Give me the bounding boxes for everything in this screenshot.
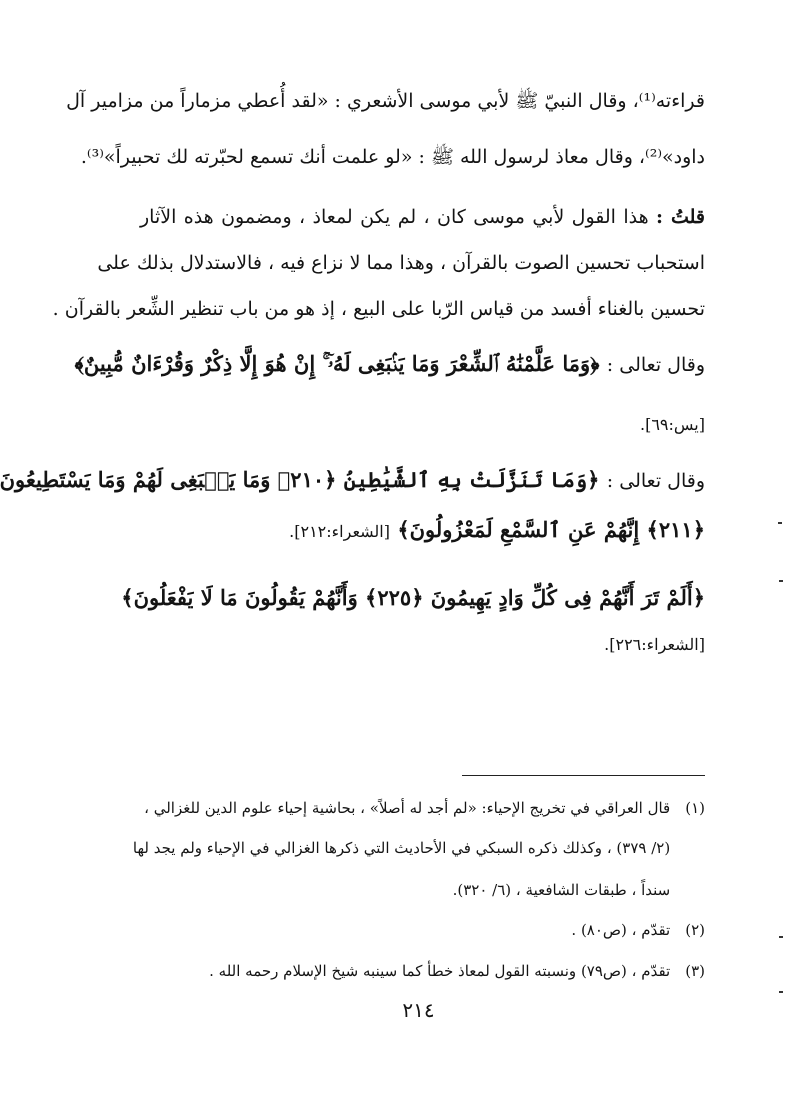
verse-2-intro: وقال تعالى : bbox=[606, 470, 705, 492]
verse-2-text-2: ﴿٢١١﴾ إِنَّهُمْ عَنِ ٱلسَّمْعِ لَمَعْزُولُونَ﴾ bbox=[397, 517, 705, 542]
footnote-2-text: تقدّم ، (ص٨٠) . bbox=[571, 921, 671, 939]
verse-3: ﴿أَلَمْ تَرَ أَنَّهُمْ فِى كُلِّ وَادٍ يَهِيمُونَ ﴿٢٢٥﴾ وَأَنَّهُمْ يَقُولُونَ مَا لَا يَفْعَلُونَ﴾ bbox=[121, 585, 705, 610]
verse-1-reference: [يس:٦٩]. bbox=[640, 415, 705, 434]
footnote-1-number: (١) bbox=[685, 799, 705, 817]
footnote-1-line-1 bbox=[130, 795, 705, 821]
verse-1-intro: وقال تعالى : bbox=[606, 354, 705, 376]
verse-1-text: ﴿وَمَا عَلَّمْنَٰهُ ٱلشِّعْرَ وَمَا يَنۢبَغِى لَهُۥٓ ۚ إِنْ هُوَ إِلَّا ذِكْرٌ وَقُرْءَانٌ مُّبِينٌ﴾ bbox=[74, 351, 600, 376]
footnote-3 bbox=[130, 958, 705, 984]
footnote-1-text-3: سنداً ، طبقات الشافعية ، (٦/ ٣٢٠). bbox=[452, 881, 671, 899]
body-line-1: قراءته⁽¹⁾، وقال النبيّ ﷺ لأبي موسى الأشعري : «لقد أُعطي مزماراً من مزامير آل bbox=[66, 90, 705, 112]
footnote-1-text-2: (٢/ ٣٧٩) ، وكذلك ذكره السبكي في الأحاديث التي ذكرها الغزالي في الإحياء ولم يجد لها bbox=[132, 839, 671, 857]
body-line-3 bbox=[140, 202, 705, 232]
footnote-1-line-3 bbox=[130, 877, 705, 903]
verse-2-line-1 bbox=[0, 462, 705, 500]
footnote-3-text: تقدّم ، (ص٧٩) ونسبته القول لمعاذ خطأ كما سينبه شيخ الإسلام رحمه الله . bbox=[209, 962, 671, 980]
footnote-2 bbox=[130, 917, 705, 943]
qult-label: قلتُ : bbox=[656, 206, 705, 228]
footnote-3-number: (٣) bbox=[685, 962, 705, 980]
scan-mark bbox=[779, 991, 783, 993]
verse-2-text: ﴿وَمَا تَنَزَّلَتْ بِهِ ٱلشَّيَٰطِينُ ﴿٢١٠﴾ وَمَا يَنۢبَغِى لَهُمْ وَمَا يَسْتَطِيعُونَ bbox=[0, 467, 600, 492]
scan-mark bbox=[778, 522, 782, 524]
body-line-5: تحسين بالغناء أفسد من قياس الرّبا على البيع ، إذ هو من باب تنظير الشِّعر بالقرآن . bbox=[52, 298, 705, 320]
footnote-separator bbox=[462, 775, 705, 776]
verse-3-reference: [الشعراء:٢٢٦]. bbox=[604, 635, 705, 654]
page-number: ٢١٤ bbox=[402, 998, 435, 1022]
body-line-2: داود»⁽²⁾، وقال معاذ لرسول الله ﷺ : «لو علمت أنك تسمع لحبّرته لك تحبيراً»⁽³⁾. bbox=[80, 146, 705, 168]
body-line-4: استحباب تحسين الصوت بالقرآن ، وهذا مما لا نزاع فيه ، فالاستدلال بذلك على bbox=[97, 252, 705, 274]
verse-2-reference: [الشعراء:٢١٢]. bbox=[289, 522, 390, 541]
verse-2-line-2 bbox=[140, 512, 705, 550]
scan-mark bbox=[779, 580, 783, 582]
footnote-1-line-2 bbox=[130, 835, 705, 861]
verse-1 bbox=[74, 346, 705, 384]
footnote-1-text-1: قال العراقي في تخريج الإحياء: «لم أجد له أصلاً» ، بحاشية إحياء علوم الدين للغزالي ، bbox=[144, 799, 671, 817]
footnote-2-number: (٢) bbox=[685, 921, 705, 939]
scan-mark bbox=[779, 936, 783, 938]
body-line-3-text: هذا القول لأبي موسى كان ، لم يكن لمعاذ ، ومضمون هذه الآثار bbox=[140, 206, 649, 228]
